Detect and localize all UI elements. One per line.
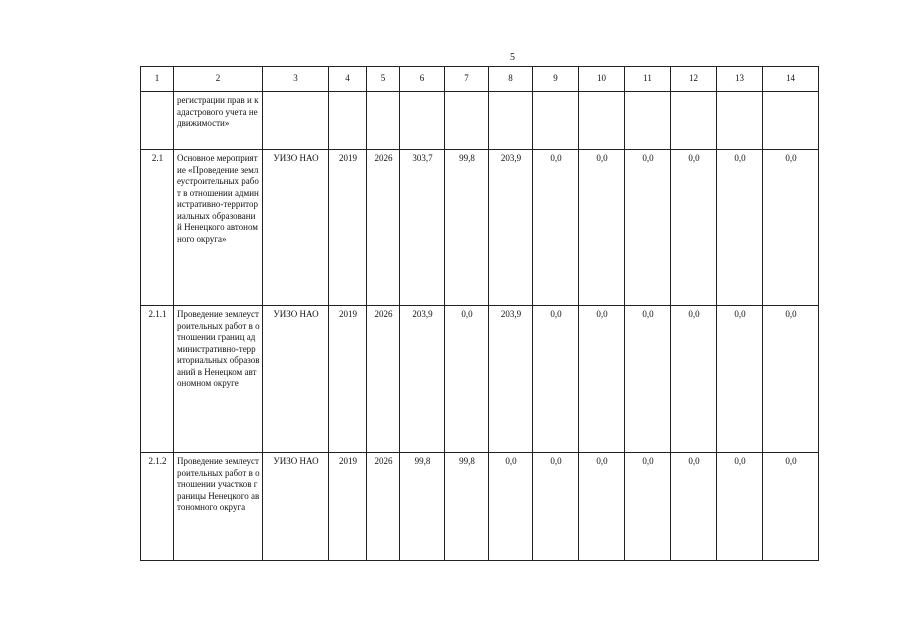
row-value-8: 203,9 — [489, 306, 533, 453]
row-value-12: 0,0 — [671, 453, 717, 561]
row-name: Проведение землеустроительных работ в отношении участков границы Ненецкого автономного округа — [174, 453, 263, 561]
row-value-7: 0,0 — [445, 306, 489, 453]
header-cell: 12 — [671, 67, 717, 92]
row-start-year: 2019 — [329, 453, 367, 561]
row-value-11: 0,0 — [625, 306, 671, 453]
header-cell: 2 — [174, 67, 263, 92]
row-total — [400, 92, 445, 150]
row-value-9: 0,0 — [533, 150, 579, 306]
row-code: 2.1.2 — [141, 453, 174, 561]
header-cell: 7 — [445, 67, 489, 92]
row-value-13 — [717, 92, 763, 150]
row-value-14: 0,0 — [763, 453, 819, 561]
row-executor — [263, 92, 329, 150]
table-row — [141, 306, 819, 453]
row-value-10 — [579, 92, 625, 150]
row-end-year: 2026 — [367, 306, 400, 453]
row-name: Проведение землеустроительных работ в отношении границ административно-территориальных образований в Ненецком автономном округе — [174, 306, 263, 453]
row-value-14: 0,0 — [763, 150, 819, 306]
row-value-7 — [445, 92, 489, 150]
row-end-year — [367, 92, 400, 150]
row-value-11: 0,0 — [625, 453, 671, 561]
row-executor: УИЗО НАО — [263, 306, 329, 453]
header-cell: 10 — [579, 67, 625, 92]
row-value-12 — [671, 92, 717, 150]
row-start-year: 2019 — [329, 306, 367, 453]
row-value-14: 0,0 — [763, 306, 819, 453]
row-value-10: 0,0 — [579, 453, 625, 561]
budget-table — [140, 66, 819, 561]
header-cell: 11 — [625, 67, 671, 92]
header-cell: 3 — [263, 67, 329, 92]
header-cell: 13 — [717, 67, 763, 92]
row-value-12: 0,0 — [671, 150, 717, 306]
row-value-9 — [533, 92, 579, 150]
row-code: 2.1 — [141, 150, 174, 306]
table-row — [141, 150, 819, 306]
header-row — [141, 67, 819, 92]
header-cell: 4 — [329, 67, 367, 92]
row-value-9: 0,0 — [533, 306, 579, 453]
row-value-14 — [763, 92, 819, 150]
row-total: 99,8 — [400, 453, 445, 561]
row-end-year: 2026 — [367, 150, 400, 306]
row-value-10: 0,0 — [579, 150, 625, 306]
row-end-year: 2026 — [367, 453, 400, 561]
row-value-7: 99,8 — [445, 453, 489, 561]
row-code: 2.1.1 — [141, 306, 174, 453]
header-cell: 14 — [763, 67, 819, 92]
row-value-13: 0,0 — [717, 306, 763, 453]
row-value-7: 99,8 — [445, 150, 489, 306]
row-value-11: 0,0 — [625, 150, 671, 306]
row-value-13: 0,0 — [717, 453, 763, 561]
header-cell: 5 — [367, 67, 400, 92]
row-start-year: 2019 — [329, 150, 367, 306]
header-cell: 6 — [400, 67, 445, 92]
row-value-9: 0,0 — [533, 453, 579, 561]
row-start-year — [329, 92, 367, 150]
row-value-10: 0,0 — [579, 306, 625, 453]
row-name: Основное мероприятие «Проведение землеустроительных работ в отношении административно-территориальных образований Ненецкого автономного округа» — [174, 150, 263, 306]
row-total: 203,9 — [400, 306, 445, 453]
table-row — [141, 453, 819, 561]
row-value-12: 0,0 — [671, 306, 717, 453]
table-row — [141, 92, 819, 150]
row-name: регистрации прав и кадастрового учета недвижимости» — [174, 92, 263, 150]
header-cell: 1 — [141, 67, 174, 92]
page-number: 5 — [510, 52, 515, 63]
row-executor: УИЗО НАО — [263, 150, 329, 306]
header-cell: 9 — [533, 67, 579, 92]
row-executor: УИЗО НАО — [263, 453, 329, 561]
row-code — [141, 92, 174, 150]
row-value-8: 203,9 — [489, 150, 533, 306]
row-value-8 — [489, 92, 533, 150]
header-cell: 8 — [489, 67, 533, 92]
row-value-13: 0,0 — [717, 150, 763, 306]
row-total: 303,7 — [400, 150, 445, 306]
row-value-8: 0,0 — [489, 453, 533, 561]
row-value-11 — [625, 92, 671, 150]
